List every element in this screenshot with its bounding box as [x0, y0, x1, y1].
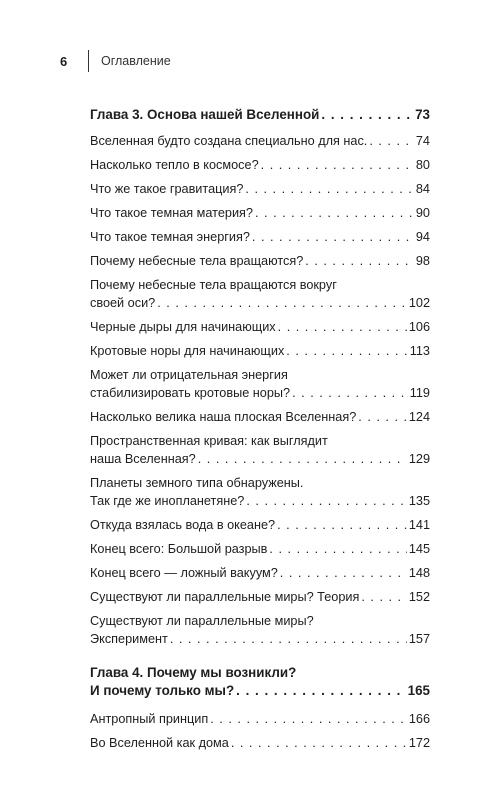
- entry-page: 124: [408, 410, 430, 424]
- toc-entry[interactable]: [90, 204, 430, 222]
- header-divider: [88, 50, 89, 72]
- leader-dots: [305, 252, 414, 270]
- leader-dots: [255, 204, 414, 222]
- entry-page: 141: [408, 518, 430, 532]
- toc-entry[interactable]: [90, 710, 430, 728]
- toc-entry[interactable]: [90, 318, 430, 336]
- leader-dots: [278, 318, 407, 336]
- entry-title: Вселенная будто создана специально для нас.: [90, 134, 368, 148]
- toc-entry[interactable]: [90, 734, 430, 752]
- leader-dots: [261, 156, 414, 174]
- entry-title-cont: Эксперимент: [90, 632, 168, 646]
- leader-dots: [321, 106, 413, 124]
- leader-dots: [246, 492, 406, 510]
- leader-dots: [236, 682, 406, 700]
- entry-page: 106: [408, 320, 430, 334]
- toc-entry[interactable]: [90, 516, 430, 534]
- chapter-title-cont: И почему только мы?: [90, 683, 235, 698]
- entry-page: 166: [408, 712, 430, 726]
- header-title: Оглавление: [101, 54, 171, 68]
- entry-page: 98: [415, 254, 430, 268]
- entry-page: 152: [408, 590, 430, 604]
- entry-page: 113: [409, 344, 430, 358]
- entry-title: Откуда взялась вода в океане?: [90, 518, 276, 532]
- leader-dots: [170, 630, 407, 648]
- running-header: [60, 52, 171, 70]
- leader-dots: [231, 734, 407, 752]
- leader-dots: [157, 294, 407, 312]
- leader-dots: [245, 180, 413, 198]
- entry-title: Антропный принцип: [90, 712, 209, 726]
- chapter-heading[interactable]: [90, 664, 430, 700]
- entry-title: Может ли отрицательная энергия: [90, 368, 288, 382]
- page-number: 6: [60, 53, 68, 69]
- toc-entry[interactable]: [90, 366, 430, 402]
- leader-dots: [280, 564, 407, 582]
- entry-title: Почему небесные тела вращаются?: [90, 254, 304, 268]
- toc-entry[interactable]: [90, 612, 430, 648]
- entry-title: Кротовые норы для начинающих: [90, 344, 285, 358]
- entry-title-cont: Так где же инопланетяне?: [90, 494, 245, 508]
- entry-title: Планеты земного типа обнаружены.: [90, 476, 304, 490]
- entry-title: Во Вселенной как дома: [90, 736, 229, 750]
- entry-title: Почему небесные тела вращаются вокруг: [90, 278, 337, 292]
- entry-page: 148: [408, 566, 430, 580]
- toc-entry[interactable]: [90, 180, 430, 198]
- entry-title: Что же такое гравитация?: [90, 182, 244, 196]
- leader-dots: [277, 516, 407, 534]
- chapter-page: 165: [407, 683, 430, 698]
- entry-title-cont: стабилизировать кротовые норы?: [90, 386, 291, 400]
- entry-title: Насколько тепло в космосе?: [90, 158, 259, 172]
- entry-page: 129: [408, 452, 430, 466]
- entry-title: Существуют ли параллельные миры? Теория: [90, 590, 360, 604]
- entry-page: 135: [408, 494, 430, 508]
- leader-dots: [292, 384, 408, 402]
- entry-page: 80: [415, 158, 430, 172]
- leader-dots: [269, 540, 406, 558]
- leader-dots: [252, 228, 414, 246]
- entry-page: 84: [415, 182, 430, 196]
- toc-entry[interactable]: [90, 252, 430, 270]
- entry-title: Насколько велика наша плоская Вселенная?: [90, 410, 357, 424]
- entry-title: Черные дыры для начинающих: [90, 320, 276, 334]
- entry-page: 90: [415, 206, 430, 220]
- entry-page: 102: [408, 296, 430, 310]
- toc-entry[interactable]: [90, 228, 430, 246]
- toc-entry[interactable]: [90, 132, 430, 150]
- leader-dots: [286, 342, 407, 360]
- chapter-heading[interactable]: [90, 106, 430, 124]
- entry-title-cont: своей оси?: [90, 296, 156, 310]
- leader-dots: [210, 710, 407, 728]
- toc-entry[interactable]: [90, 276, 430, 312]
- entry-page: 94: [415, 230, 430, 244]
- chapter-page: 73: [415, 107, 430, 122]
- chapter-title: Глава 4. Почему мы возникли?: [90, 665, 297, 680]
- toc-entry[interactable]: [90, 432, 430, 468]
- entry-page: 157: [408, 632, 430, 646]
- entry-page: 74: [415, 134, 430, 148]
- entry-title: Что такое темная материя?: [90, 206, 253, 220]
- entry-page: 172: [408, 736, 430, 750]
- leader-dots: [369, 132, 414, 150]
- toc-entry[interactable]: [90, 588, 430, 606]
- entry-title: Что такое темная энергия?: [90, 230, 250, 244]
- toc-entry[interactable]: [90, 342, 430, 360]
- toc-entry[interactable]: [90, 474, 430, 510]
- toc-entry[interactable]: [90, 156, 430, 174]
- toc-entry[interactable]: [90, 408, 430, 426]
- entry-title: Существуют ли параллельные миры?: [90, 614, 314, 628]
- leader-dots: [358, 408, 407, 426]
- toc-entry[interactable]: [90, 564, 430, 582]
- entry-title: Конец всего: Большой разрыв: [90, 542, 268, 556]
- entry-page: 119: [409, 386, 430, 400]
- entry-page: 145: [408, 542, 430, 556]
- entry-title: Пространственная кривая: как выглядит: [90, 434, 328, 448]
- chapter-title: Глава 3. Основа нашей Вселенной: [90, 107, 320, 122]
- toc-entry[interactable]: [90, 540, 430, 558]
- leader-dots: [361, 588, 406, 606]
- entry-title-cont: наша Вселенная?: [90, 452, 196, 466]
- leader-dots: [198, 450, 407, 468]
- entry-title: Конец всего — ложный вакуум?: [90, 566, 278, 580]
